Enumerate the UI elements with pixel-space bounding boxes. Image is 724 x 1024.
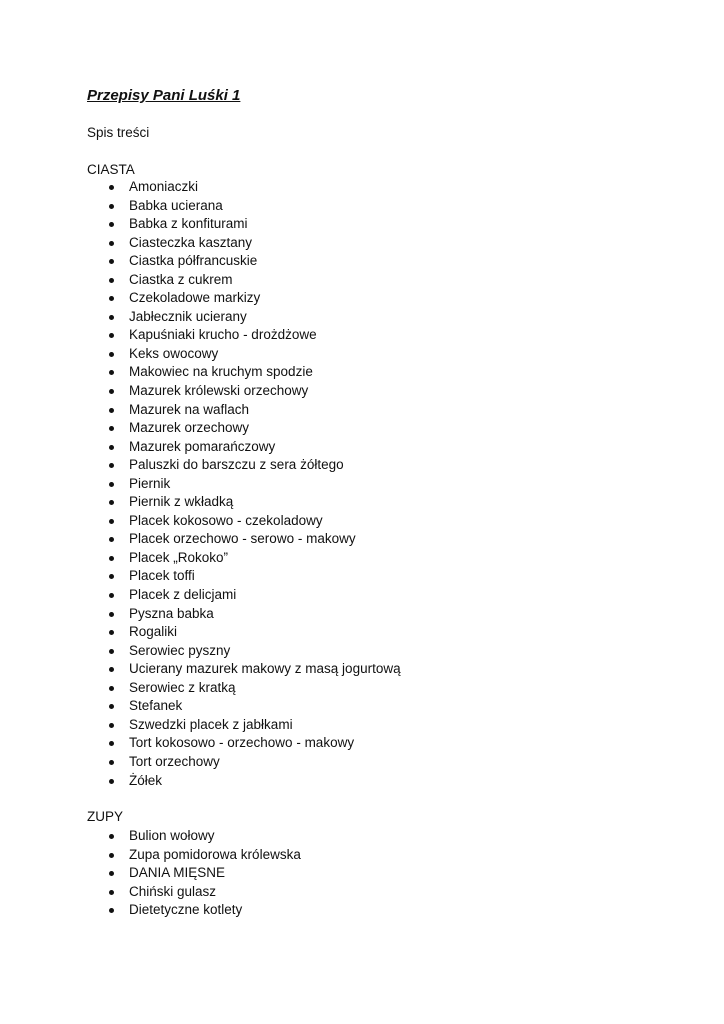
- list-item: [0, 605, 724, 624]
- bullet-icon: [109, 686, 114, 691]
- bullet-icon: [109, 296, 114, 301]
- list-item-label: Placek toffi: [129, 568, 195, 584]
- list-item: [0, 734, 724, 753]
- list-item: [0, 438, 724, 457]
- list-item-label: Placek „Rokoko”: [129, 549, 229, 565]
- list-item: [0, 289, 724, 308]
- list-item-label: Mazurek orzechowy: [129, 420, 250, 436]
- list-item-label: Pyszna babka: [129, 605, 214, 621]
- list-item: [0, 679, 724, 698]
- list-item: [0, 697, 724, 716]
- bullet-icon: [109, 741, 114, 746]
- list-item: [0, 419, 724, 438]
- section-heading-zupy: ZUPY: [87, 809, 124, 824]
- bullet-icon: [109, 537, 114, 542]
- bullet-icon: [109, 519, 114, 524]
- section-heading-ciasta: CIASTA: [87, 162, 135, 177]
- list-item: [0, 846, 724, 865]
- list-item-label: Czekoladowe markizy: [129, 290, 261, 306]
- bullet-icon: [109, 370, 114, 375]
- list-item-label: Placek orzechowo - serowo - makowy: [129, 531, 356, 547]
- list-item-label: Piernik z wkładką: [129, 494, 234, 510]
- list-item: [0, 363, 724, 382]
- list-item-label: Keks owocowy: [129, 345, 219, 361]
- list-item-label: Ciasteczka kasztany: [129, 234, 253, 250]
- list-item-label: Mazurek pomarańczowy: [129, 438, 276, 454]
- list-item: [0, 623, 724, 642]
- bullet-icon: [109, 593, 114, 598]
- list-item-label: Placek kokosowo - czekoladowy: [129, 512, 323, 528]
- list-item: [0, 883, 724, 902]
- list-item: [0, 901, 724, 920]
- list-item: [0, 178, 724, 197]
- bullet-icon: [109, 853, 114, 858]
- list-item-label: Bulion wołowy: [129, 828, 215, 843]
- bullet-icon: [109, 389, 114, 394]
- list-item-label: Makowiec na kruchym spodzie: [129, 364, 313, 380]
- list-item: [0, 382, 724, 401]
- bullet-icon: [109, 556, 114, 561]
- list-item-label: Babka ucierana: [129, 197, 223, 213]
- list-item: [0, 827, 724, 846]
- bullet-icon: [109, 204, 114, 209]
- list-item: [0, 308, 724, 327]
- list-item-label: DANIA MIĘSNE: [129, 865, 226, 881]
- list-item-label: Mazurek królewski orzechowy: [129, 383, 309, 399]
- list-item: [0, 567, 724, 586]
- list-item-label: Zupa pomidorowa królewska: [129, 846, 301, 862]
- recipe-list-ciasta: [0, 178, 724, 790]
- bullet-icon: [109, 445, 114, 450]
- list-item-label: Kapuśniaki krucho - drożdżowe: [129, 327, 317, 343]
- list-item: [0, 864, 724, 883]
- list-item-label: Dietetyczne kotlety: [129, 902, 243, 918]
- bullet-icon: [109, 667, 114, 672]
- list-item: [0, 586, 724, 605]
- list-item: [0, 252, 724, 271]
- bullet-icon: [109, 500, 114, 505]
- list-item: [0, 475, 724, 494]
- bullet-icon: [109, 704, 114, 709]
- list-item-label: Szwedzki placek z jabłkami: [129, 716, 293, 732]
- bullet-icon: [109, 723, 114, 728]
- list-item-label: Chiński gulasz: [129, 883, 217, 899]
- bullet-icon: [109, 779, 114, 784]
- table-of-contents-label: Spis treści: [87, 125, 150, 140]
- bullet-icon: [109, 612, 114, 617]
- recipe-list-zupy: [0, 827, 724, 920]
- bullet-icon: [109, 241, 114, 246]
- list-item: [0, 215, 724, 234]
- list-item-label: Piernik: [129, 475, 171, 491]
- list-item-label: Żółek: [129, 772, 163, 788]
- list-item: [0, 772, 724, 791]
- list-item: [0, 326, 724, 345]
- bullet-icon: [109, 908, 114, 913]
- bullet-icon: [109, 259, 114, 264]
- list-item: [0, 512, 724, 531]
- bullet-icon: [109, 222, 114, 227]
- bullet-icon: [109, 890, 114, 895]
- list-item-label: Ciastka półfrancuskie: [129, 253, 258, 269]
- list-item: [0, 753, 724, 772]
- list-item: [0, 549, 724, 568]
- document-title: Przepisy Pani Luśki 1: [87, 87, 241, 104]
- list-item: [0, 234, 724, 253]
- list-item-label: Mazurek na waflach: [129, 401, 250, 417]
- bullet-icon: [109, 630, 114, 635]
- bullet-icon: [109, 352, 114, 357]
- bullet-icon: [109, 426, 114, 431]
- list-item: [0, 530, 724, 549]
- bullet-icon: [109, 871, 114, 876]
- bullet-icon: [109, 408, 114, 413]
- list-item-label: Jabłecznik ucierany: [129, 308, 247, 324]
- bullet-icon: [109, 649, 114, 654]
- list-item-label: Ciastka z cukrem: [129, 271, 233, 287]
- list-item-label: Tort kokosowo - orzechowo - makowy: [129, 735, 355, 751]
- bullet-icon: [109, 574, 114, 579]
- bullet-icon: [109, 463, 114, 468]
- list-item-label: Amoniaczki: [129, 179, 199, 194]
- list-item-label: Serowiec z kratką: [129, 679, 236, 695]
- list-item-label: Babka z konfiturami: [129, 216, 248, 232]
- bullet-icon: [109, 278, 114, 283]
- list-item: [0, 271, 724, 290]
- list-item-label: Paluszki do barszczu z sera żółtego: [129, 457, 344, 473]
- list-item: [0, 660, 724, 679]
- bullet-icon: [109, 834, 114, 839]
- list-item: [0, 456, 724, 475]
- bullet-icon: [109, 185, 114, 190]
- list-item-label: Serowiec pyszny: [129, 642, 231, 658]
- list-item: [0, 401, 724, 420]
- list-item-label: Placek z delicjami: [129, 587, 237, 603]
- list-item-label: Stefanek: [129, 698, 183, 714]
- bullet-icon: [109, 315, 114, 320]
- list-item-label: Rogaliki: [129, 624, 178, 640]
- list-item: [0, 716, 724, 735]
- bullet-icon: [109, 482, 114, 487]
- list-item-label: Ucierany mazurek makowy z masą jogurtową: [129, 661, 401, 677]
- bullet-icon: [109, 760, 114, 765]
- list-item-label: Tort orzechowy: [129, 753, 220, 769]
- list-item: [0, 493, 724, 512]
- list-item: [0, 197, 724, 216]
- bullet-icon: [109, 333, 114, 338]
- list-item: [0, 345, 724, 364]
- list-item: [0, 642, 724, 661]
